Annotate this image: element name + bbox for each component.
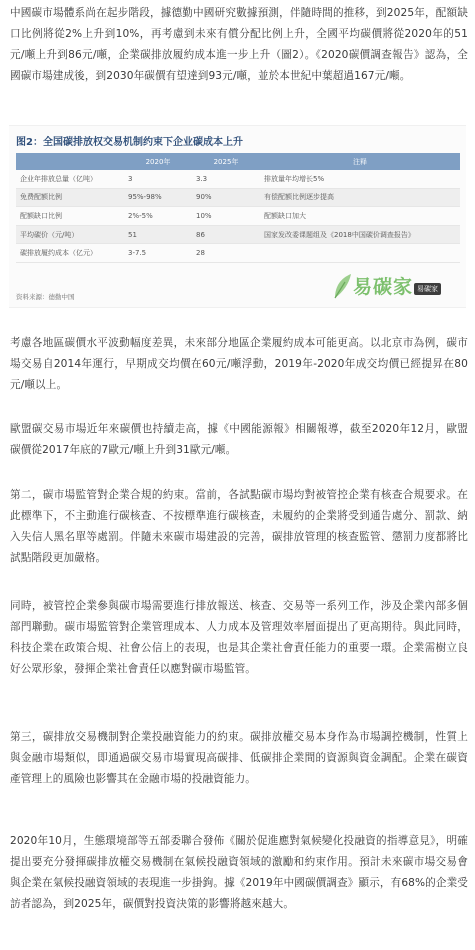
table-cell: 86 [192, 225, 260, 244]
watermark-text: 易碳家 [353, 276, 414, 298]
leaf-icon [331, 272, 353, 300]
figure-source: 资料来源：德勤中国 [16, 293, 75, 301]
table-row [16, 188, 460, 207]
paragraph-2: 考慮各地區碳價水平波動幅度差異，未來部分地區企業履約成本可能更高。以北京市為例，碳市場交易自2014年運行，早期成交均價在60元/噸浮動，2019年-2020年成交均價已經提昇在80元/噸以上。 [10, 337, 468, 391]
table-cell: 3.3 [192, 170, 260, 188]
table-cell: 碳排放履约成本（亿元） [16, 244, 124, 263]
paragraph-7: 2020年10月，生態環境部等五部委聯合發佈《關於促進應對氣候變化投融資的指導意見》，明確提出要充分發揮碳排放權交易機制在氣候投融資領域的激勵和約束作用。預計未來碳市場交易會與企業在氣候投融資領域的表現進一步掛鉤。據《2019年中國碳價調查》顯示，有68%的企業受訪者認為，到2025年，碳價對投資決策的影響將越來越大。 [10, 835, 468, 910]
table-header-cell [16, 153, 124, 170]
table-cell: 28 [192, 244, 260, 263]
table-cell: 有偿配额比例逐步提高 [260, 188, 460, 207]
table-cell: 90% [192, 188, 260, 207]
table-cell: 平均碳价（元/吨） [16, 225, 124, 244]
table-header-cell: 2020年 [124, 153, 192, 170]
paragraph-6: 第三，碳排放交易機制對企業投融資能力的約束。碳排放權交易本身作為市場調控機制，性質上與金融市場類似，即通過碳交易市場實現高碳排、低碳排企業間的資源與資金調配。企業在碳資產管理上的風險也影響其在金融市場的投融資能力。 [10, 731, 468, 785]
table-cell [260, 244, 460, 263]
table-cell: 3-7.5 [124, 244, 192, 263]
table-header-cell: 注释 [260, 153, 460, 170]
table-cell: 国家发改委课题组及《2018中国碳价调查报告》 [260, 225, 460, 244]
figure-2 [9, 125, 466, 308]
paragraph-3: 歐盟碳交易市場近年來碳價也持續走高，據《中國能源報》相關報導，截至2020年12月，歐盟碳價從2017年底的7歐元/噸上升到31歐元/噸。 [10, 423, 468, 456]
table-cell: 2%-5% [124, 207, 192, 226]
table-row [16, 225, 460, 244]
watermark-badge: 易碳家 [414, 283, 441, 295]
table-cell: 排放量年均增长5% [260, 170, 460, 188]
carbon-cost-table [16, 153, 460, 263]
table-row [16, 244, 460, 263]
table-header-row [16, 153, 460, 170]
paragraph-1: 中國碳市場體系尚在起步階段，據德勤中國研究數據預測，伴隨時間的推移，到2025年，配額缺口比例將從2%上升到10%，再考慮到未來有償分配比例上升，全國平均碳價將從2020年的51元/噸上升到86元/噸，企業碳排放履約成本進一步上升（圖2）。《2020碳價調查報告》認為，全國碳市場建成後，到2030年碳價有望達到93元/噸，並於本世紀中葉超過167元/噸。 [10, 7, 468, 82]
table-row [16, 207, 460, 226]
table-cell: 企业年排放总量（亿吨） [16, 170, 124, 188]
table-cell: 配额缺口比例 [16, 207, 124, 226]
paragraph-5: 同時，被管控企業參與碳市場需要進行排放報送、核查、交易等一系列工作，涉及企業內部多個部門聯動。碳市場監管對企業管理成本、人力成本及管理效率層面提出了更高期待。與此同時，科技企業在政策合規、社會公信上的表現，也是其企業社會責任能力的重要一環。企業需樹立良好公眾形象，發揮企業社會責任以應對碳市場監管。 [10, 600, 468, 675]
figure-title: 图2：全国碳排放权交易机制约束下企业碳成本上升 [16, 137, 243, 148]
watermark-logo [331, 270, 461, 302]
table-cell: 95%-98% [124, 188, 192, 207]
paragraph-4: 第二，碳市場監管對企業合規的約束。當前，各試點碳市場均對被管控企業有核查合規要求。在此標準下，不主動進行碳核查、不按標準進行碳核查，未履約的企業將受到通告處分、罰款、納入失信人黑名單等處罰。伴隨未來碳市場建設的完善，碳排放管理的核查監管、懲罰力度都將比試點階段更加嚴格。 [10, 489, 468, 564]
table-cell: 免费配额比例 [16, 188, 124, 207]
table-cell: 3 [124, 170, 192, 188]
table-cell: 配额缺口加大 [260, 207, 460, 226]
table-header-cell: 2025年 [192, 153, 260, 170]
table-cell: 51 [124, 225, 192, 244]
table-cell: 10% [192, 207, 260, 226]
table-row [16, 170, 460, 188]
